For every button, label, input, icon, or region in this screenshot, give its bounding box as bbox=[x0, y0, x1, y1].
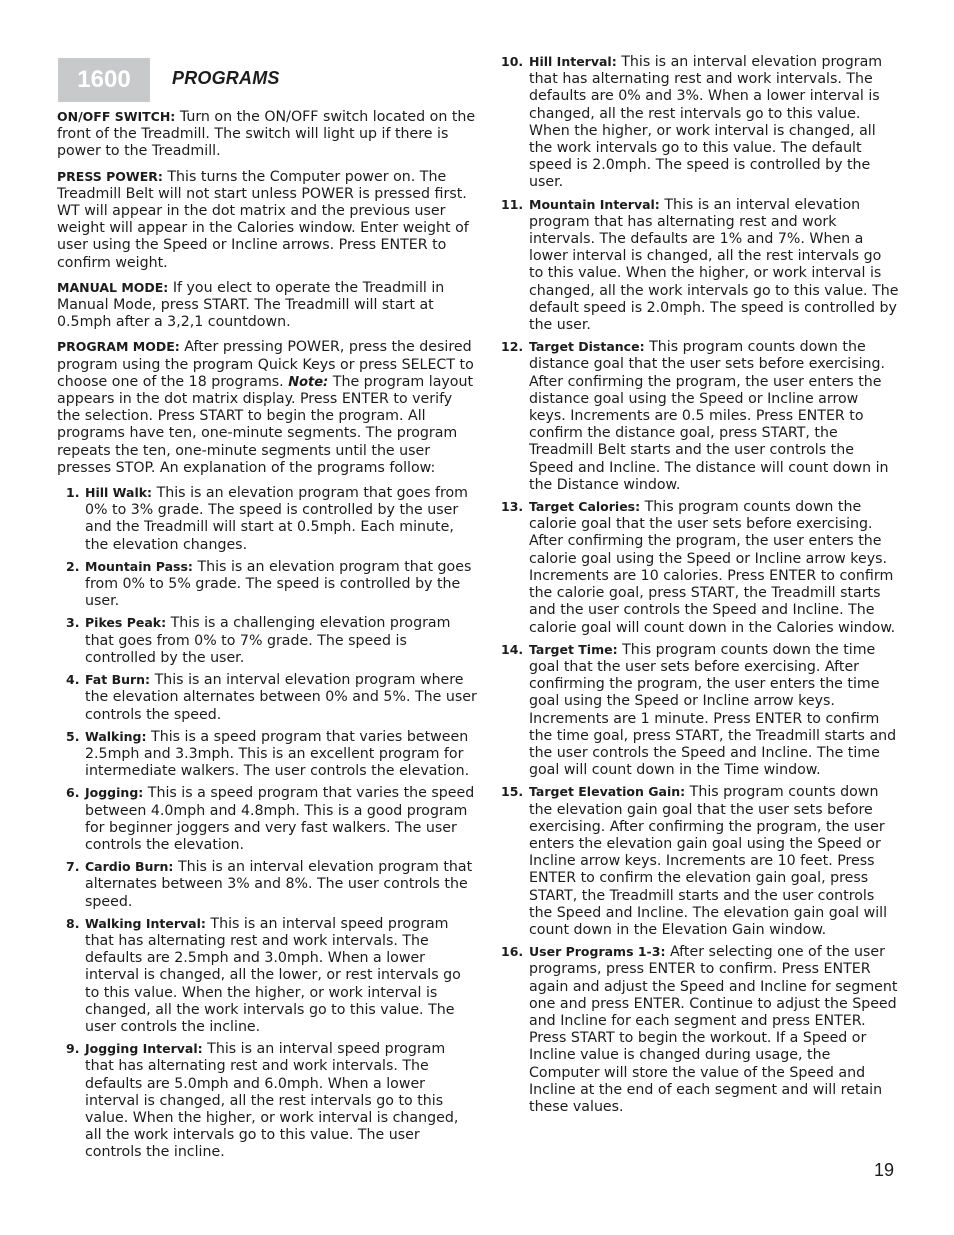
program-item bbox=[501, 783, 899, 939]
program-note: Note: bbox=[288, 374, 329, 390]
program-term: Fat Burn: bbox=[85, 672, 151, 688]
power-paragraph bbox=[57, 168, 477, 272]
program-item bbox=[57, 728, 477, 781]
program-number: 4. bbox=[66, 672, 80, 688]
program-term: Cardio Burn: bbox=[85, 859, 174, 875]
program-description: After selecting one of the user programs, press ENTER to confirm. Press ENTER again and adjust the Speed and Incline for segment one and press ENTER. Continue to adjust the Speed and Incline for each segment and press ENTER. Press START to begin the workout. If a Speed or Incline value is changed during usage, the Computer will store the value of the Speed and Incline at the end of each segment and will retain these values. bbox=[529, 944, 898, 1115]
program-text-b: The program layout appears in the dot matrix display. Press ENTER to verify the selection. Press START to begin the program. All programs have ten, one-minute segments. The program repeats the ten, one-minute segments until the user presses STOP. An explanation of the programs follow: bbox=[57, 373, 474, 476]
program-number: 3. bbox=[66, 615, 80, 631]
program-description: This is an interval elevation program that alternates between 3% and 8%. The user controls the speed. bbox=[85, 859, 473, 910]
program-list-right bbox=[501, 53, 899, 1116]
program-description: This is an elevation program that goes from 0% to 5% grade. The speed is controlled by the user. bbox=[85, 558, 472, 610]
program-item bbox=[501, 53, 899, 192]
program-description: This program counts down the calorie goal that the user sets before exercising. After confirming the program, the user enters the calorie goal using the Speed or Incline arrow keys. Increments are 10 calories. Press ENTER to confirm the calorie goal, press START, the Treadmill starts and the user controls the Speed and Incline. The calorie goal will count down in the Calories window. bbox=[529, 499, 896, 636]
program-term: User Programs 1-3: bbox=[529, 944, 666, 960]
program-number: 8. bbox=[66, 915, 80, 931]
onoff-term: ON/OFF SWITCH: bbox=[57, 109, 176, 124]
program-term: Hill Interval: bbox=[529, 54, 617, 69]
manual-term: MANUAL MODE: bbox=[57, 279, 169, 295]
program-number: 6. bbox=[66, 785, 80, 801]
program-item bbox=[57, 614, 477, 667]
program-description: This is an interval elevation program that has alternating rest and work intervals. The defaults are 0% and 3%. When a lower interval is changed, all the rest intervals go to this value. When the higher, or work interval is changed, all the work intervals go to this value. The default speed is 2.0mph. The speed is controlled by the user. bbox=[529, 54, 883, 191]
program-item bbox=[501, 641, 899, 780]
program-term: Hill Walk: bbox=[85, 485, 153, 501]
program-term: Mountain Interval: bbox=[529, 196, 660, 212]
program-description: This is an interval speed program that has alternating rest and work intervals. The defaults are 2.5mph and 3.0mph. When a lower interval is changed, all the lower, or rest intervals go to this value. When the higher, or work interval is changed, all the work intervals go to this value. The user controls the incline. bbox=[85, 915, 461, 1035]
program-term: Target Elevation Gain: bbox=[529, 784, 686, 800]
program-description: This is an interval speed program that has alternating rest and work intervals. The defaults are 5.0mph and 6.0mph. When a lower interval is changed, all the rest intervals go to this value. When the higher, or work interval is changed, all the work intervals go to this value. The user controls the incline. bbox=[85, 1041, 459, 1161]
program-number: 1. bbox=[66, 485, 80, 501]
program-item bbox=[501, 498, 899, 637]
program-number: 5. bbox=[66, 728, 80, 744]
program-number: 7. bbox=[66, 859, 80, 875]
manual-text: If you elect to operate the Treadmill in Manual Mode, press START. The Treadmill will start at 0.5mph after a 3,2,1 countdown. bbox=[57, 279, 445, 331]
program-list-left bbox=[57, 484, 477, 1162]
program-number: 16. bbox=[501, 944, 524, 960]
program-description: This is an elevation program that goes from 0% to 3% grade. The speed is controlled by the user and the Treadmill will start at 0.5mph. Each minute, the elevation changes. bbox=[85, 485, 469, 553]
program-item bbox=[57, 671, 477, 724]
program-item bbox=[57, 915, 477, 1036]
program-term: Walking: bbox=[85, 728, 147, 744]
program-description: This is a speed program that varies the speed between 4.0mph and 4.8mph. This is a good program for beginner joggers and very fast walkers. The user controls the elevation. bbox=[85, 785, 475, 853]
program-item bbox=[57, 558, 477, 611]
program-description: This program counts down the time goal that the user sets before exercising. After confirming the program, the user enters the time goal using the Speed or Incline arrow keys. Increments are 1 minute. Press ENTER to confirm the time goal, press START, the Treadmill starts and the user controls the Speed and Incline. The time goal will count down in the Time window. bbox=[529, 641, 897, 779]
program-term: Target Calories: bbox=[529, 499, 641, 515]
program-item bbox=[57, 484, 477, 554]
program-term: Pikes Peak: bbox=[85, 615, 167, 631]
manual-mode-paragraph bbox=[57, 279, 477, 332]
page-number: 19 bbox=[873, 1160, 894, 1180]
onoff-paragraph bbox=[57, 108, 477, 161]
left-column bbox=[57, 108, 477, 1166]
section-title: PROGRAMS bbox=[172, 68, 280, 88]
right-column bbox=[501, 53, 899, 1120]
program-number: 10. bbox=[501, 54, 524, 69]
program-description: This is a challenging elevation program that goes from 0% to 7% grade. The speed is controlled by the user. bbox=[85, 615, 451, 666]
program-item bbox=[501, 338, 899, 494]
program-number: 12. bbox=[501, 339, 524, 355]
program-item bbox=[57, 1040, 477, 1161]
program-description: This is an interval elevation program that has alternating rest and work intervals. The defaults are 1% and 7%. When a lower interval is changed, all the rest intervals go to this value. When the higher, or work interval is changed, all the work intervals go to this value. The default speed is 2.0mph. The speed is controlled by the user. bbox=[529, 196, 899, 334]
program-term: Jogging Interval: bbox=[85, 1041, 203, 1057]
program-term: Jogging: bbox=[85, 785, 144, 801]
program-mode-paragraph bbox=[57, 338, 477, 477]
program-term: Target Distance: bbox=[529, 339, 645, 355]
power-text: This turns the Computer power on. The Treadmill Belt will not start unless POWER is pressed first. WT will appear in the dot matrix and the previous user weight will appear in the Calories window. Enter weight of user using the Speed or Incline arrows. Press ENTER to confirm weight. bbox=[57, 168, 469, 271]
program-number: 9. bbox=[66, 1041, 80, 1057]
program-number: 15. bbox=[501, 784, 524, 800]
program-item bbox=[57, 858, 477, 911]
program-term: Target Time: bbox=[529, 641, 618, 657]
program-term: PROGRAM MODE: bbox=[57, 339, 180, 355]
program-text-a: After pressing POWER, press the desired program using the program Quick Keys or press SELECT to choose one of the 18 programs. bbox=[57, 339, 474, 390]
program-number: 2. bbox=[66, 558, 80, 574]
power-term: PRESS POWER: bbox=[57, 168, 163, 184]
program-term: Walking Interval: bbox=[85, 915, 206, 931]
program-number: 13. bbox=[501, 499, 524, 515]
program-item bbox=[501, 196, 899, 335]
model-number-badge: 1600 bbox=[58, 58, 150, 102]
program-description: This program counts down the distance goal that the user sets before exercising. After confirming the program, the user enters the distance goal using the Speed or Incline arrow keys. Increments are 0.5 miles. Press ENTER to confirm the distance goal, press START, the Treadmill Belt starts and the user controls the Speed and Incline. The distance will count down in the Distance window. bbox=[529, 339, 889, 493]
onoff-text: Turn on the ON/OFF switch located on the front of the Treadmill. The switch will light up if there is power to the Treadmill. bbox=[57, 109, 476, 160]
program-description: This is an interval elevation program where the elevation alternates between 0% and 5%. The user controls the speed. bbox=[85, 672, 477, 723]
program-number: 11. bbox=[501, 196, 524, 212]
program-item bbox=[501, 943, 899, 1116]
program-description: This program counts down the elevation gain goal that the user sets before exercising. After confirming the program, the user enters the elevation gain goal using the Speed or Incline arrow keys. Increments are 10 feet. Press ENTER to confirm the elevation gain goal, press START, the Treadmill starts and the user controls the Speed and Incline. The elevation gain goal will count down in the Elevation Gain window. bbox=[529, 784, 888, 938]
program-term: Mountain Pass: bbox=[85, 558, 193, 574]
program-number: 14. bbox=[501, 641, 524, 657]
program-description: This is a speed program that varies between 2.5mph and 3.3mph. This is an excellent program for intermediate walkers. The user controls the elevation. bbox=[85, 728, 470, 780]
program-item bbox=[57, 784, 477, 854]
